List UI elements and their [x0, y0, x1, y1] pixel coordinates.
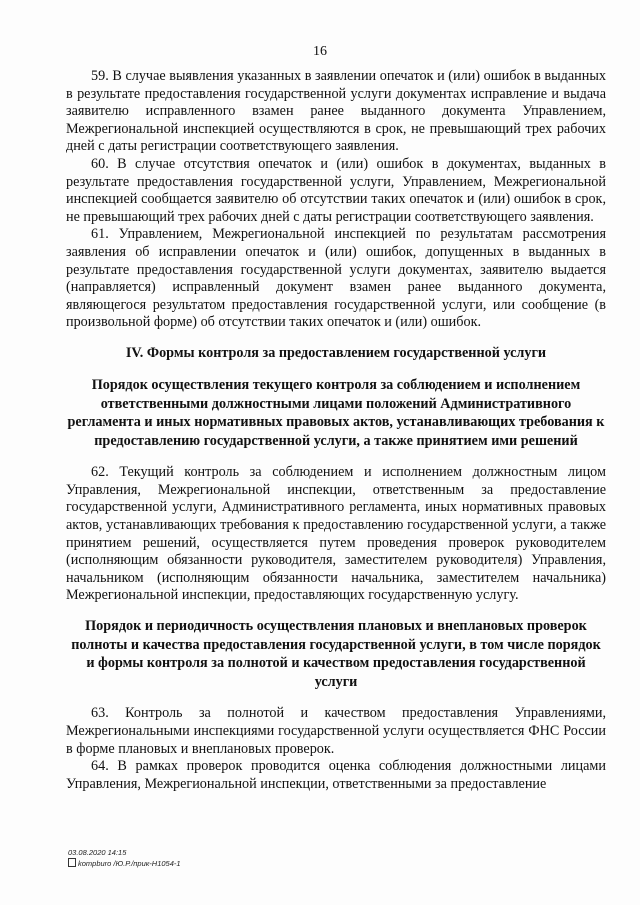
paragraph-62: 62. Текущий контроль за соблюдением и исполнением должностным лицом Управления, Межрегиональной инспекции, ответственным за предоставление государственной услуги, Административного регламента, иных нормативных правовых актов, устанавливающих требования к предоставлению государственной услуги, а также принятием решений, осуществляется путем проведения проверок руководителем (исполняющим обязанности руководителя, заместителем руководителя) Управления, начальником (исполняющим обязанности начальника, заместителем начальника) Межрегиональной инспекции, предоставляющих государственную услугу. — [66, 464, 606, 604]
paragraph-59: 59. В случае выявления указанных в заявлении опечаток и (или) ошибок в выданных в результате предоставления государственной услуги документах исправление и выдача заявителю исправленного взамен ранее выданного документа Управлением, Межрегиональной инспекцией осуществляются в срок, не превышающий трех рабочих дней с даты регистрации соответствующего заявления. — [66, 68, 606, 155]
page-number: 16 — [313, 44, 327, 59]
footer-path-line — [68, 858, 181, 869]
paragraph-60: 60. В случае отсутствия опечаток и (или) ошибок в документах, выданных в результате предоставления государственной услуги, Управлением, Межрегиональной инспекцией сообщается заявителю об отсутствии таких опечаток и (или) ошибок в срок, не превышающий трех рабочих дней с даты регистрации соответствующего заявления. — [66, 155, 606, 225]
section-title: IV. Формы контроля за предоставлением государственной услуги — [125, 344, 547, 361]
footer-path: kompburo /Ю.Р./прик-Н1054-1 — [78, 859, 181, 868]
paragraph-64: 64. В рамках проверок проводится оценка соблюдения должностными лицами Управления, Межрегиональной инспекции, ответственными за предоставление — [66, 758, 606, 792]
subsection-heading-current-control: Порядок осуществления текущего контроля за соблюдением и исполнением ответственными должностными лицами положений Административного регламента и иных нормативных правовых актов, устанавливающих требования к предоставлению государственной услуги, а также принятием ими решений — [67, 376, 605, 449]
document-icon — [68, 858, 76, 867]
document-footer — [68, 848, 181, 869]
subsection-heading-inspections: Порядок и периодичность осуществления плановых и внеплановых проверок полноты и качества предоставления государственной услуги, в том числе порядок и формы контроля за полнотой и качеством предоставления государственной услуги — [71, 618, 601, 690]
document-body — [66, 68, 606, 793]
paragraph-63: 63. Контроль за полнотой и качеством предоставления Управлениями, Межрегиональными инспекциями государственной услуги осуществляется ФНС России в форме плановых и внеплановых проверок. — [66, 705, 606, 757]
footer-date: 03.08.2020 14:15 — [68, 848, 127, 857]
paragraph-61: 61. Управлением, Межрегиональной инспекцией по результатам рассмотрения заявления об исправлении опечаток и (или) ошибок, допущенных в выданных в результате предоставления государственной услуги документах, заявителю выдается (направляется) исправленный документ взамен ранее выданного документа, являющегося результатом предоставления государственной услуги, или сообщение (в произвольной форме) об отсутствии таких опечаток и (или) ошибок. — [66, 226, 606, 331]
